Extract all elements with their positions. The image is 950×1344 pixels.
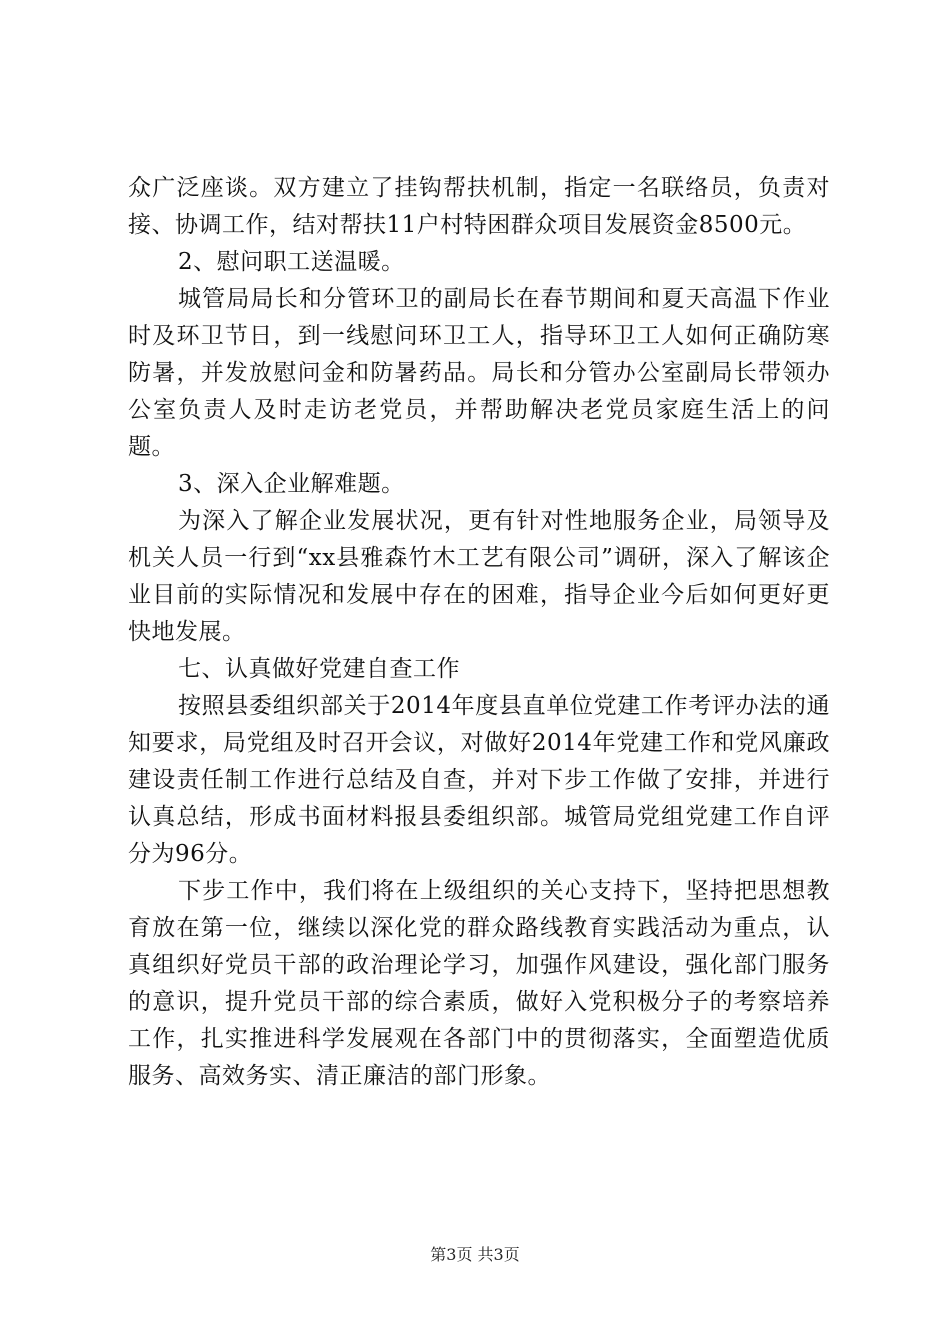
document-body xyxy=(128,170,830,1095)
paragraph-next-steps: 下步工作中，我们将在上级组织的关心支持下，坚持把思想教育放在第一位，继续以深化党的群众路线教育实践活动为重点，认真组织好党员干部的政治理论学习，加强作风建设，强化部门服务的意识，提升党员干部的综合素质，做好入党积极分子的考察培养工作，扎实推进科学发展观在各部门中的贯彻落实，全面塑造优质服务、高效务实、清正廉洁的部门形象。 xyxy=(128,878,830,1089)
paragraph-self-check: 按照县委组织部关于2014年度县直单位党建工作考评办法的通知要求，局党组及时召开会议，对做好2014年党建工作和党风廉政建设责任制工作进行总结及自查，并对下步工作做了安排，并进行认真总结，形成书面材料报县委组织部。城管局党组党建工作自评分为96分。 xyxy=(128,693,830,867)
section-heading-7: 七、认真做好党建自查工作 xyxy=(178,656,460,682)
section-heading-3: 3、深入企业解难题。 xyxy=(178,471,405,497)
paragraph-visit-workers: 城管局局长和分管环卫的副局长在春节期间和夏天高温下作业时及环卫节日，到一线慰问环卫工人，指导环卫工人如何正确防寒防暑，并发放慰问金和防暑药品。局长和分管办公室副局长带领办公室负责人及时走访老党员，并帮助解决老党员家庭生活上的问题。 xyxy=(128,286,830,460)
paragraph-continuation: 众广泛座谈。双方建立了挂钩帮扶机制，指定一名联络员，负责对接、协调工作，结对帮扶11户村特困群众项目发展资金8500元。 xyxy=(128,175,830,238)
page-footer: 第3页 共3页 xyxy=(430,1245,520,1264)
section-heading-2: 2、慰问职工送温暖。 xyxy=(178,249,405,275)
paragraph-enterprise: 为深入了解企业发展状况，更有针对性地服务企业，局领导及机关人员一行到“xx县雅森竹木工艺有限公司”调研，深入了解该企业目前的实际情况和发展中存在的困难，指导企业今后如何更好更快地发展。 xyxy=(128,508,830,645)
